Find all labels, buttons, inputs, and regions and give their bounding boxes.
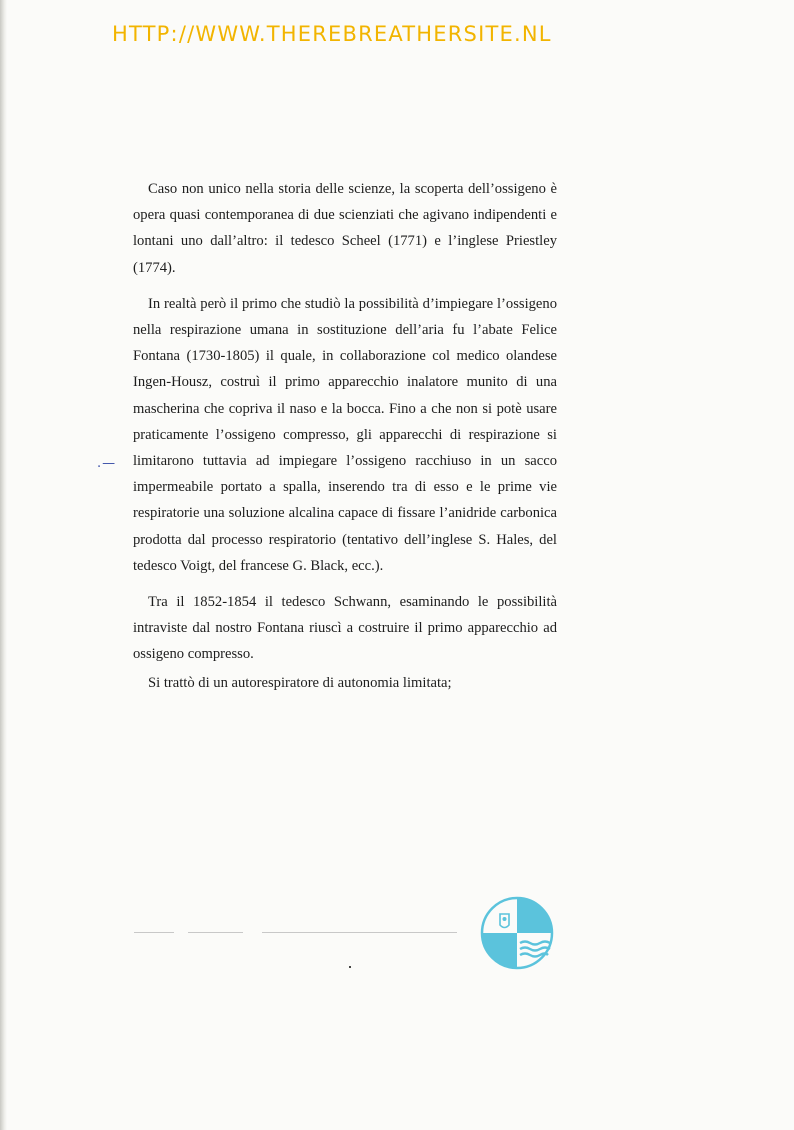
paragraph-1: Caso non unico nella storia delle scienze, la scoperta dell’ossigeno è opera quasi contemporanea di due scienziati che agivano indipendenti e lontani uno dall’altro: il tedesco Scheel (1771) e l’inglese Priestley (1774).: [133, 181, 557, 276]
page-edge-shadow: [0, 0, 7, 1130]
footer-rule-left: [134, 932, 174, 933]
footer-dot: [349, 966, 351, 968]
paragraph-4: Si trattò di un autorespiratore di autonomia limitata;: [148, 674, 452, 691]
paragraph-2: In realtà però il primo che studiò la possibilità d’impiegare l’ossigeno nella respirazione umana in sostituzione dell’aria fu l’abate Felice Fontana (1730-1805) il quale, in collaborazione col medico olandese Ingen-Housz, costruì il primo apparecchio inalatore munito di una mascherina che copriva il naso e la bocca. Fino a che non si potè usare praticamente l’ossigeno compresso, gli apparecchi di respirazione si limitarono tuttavia ad impiegare l’ossigeno racchiuso in un sacco impermeabile portato a spalla, inserendo tra di esso e le prime vie respiratorie una soluzione alcalina capace di fissare l’anidride carbonica prodotta dal processo respiratorio (tentativo dell’inglese S. Hales, del tedesco Voigt, del francese G. Black, ecc.).: [133, 295, 557, 574]
body-text: [133, 176, 557, 696]
footer-rule-right: [262, 932, 457, 933]
footer-rule-mid: [188, 932, 243, 933]
anchor-waves-emblem-icon: [480, 896, 554, 970]
margin-pencil-mark: .—: [97, 456, 117, 471]
paragraph-3: Tra il 1852-1854 il tedesco Schwann, esaminando le possibilità intraviste dal nostro Fontana riuscì a costruire il primo apparecchio ad ossigeno compresso.: [133, 594, 557, 663]
site-watermark: HTTP://WWW.THEREBREATHERSITE.NL: [112, 22, 552, 46]
